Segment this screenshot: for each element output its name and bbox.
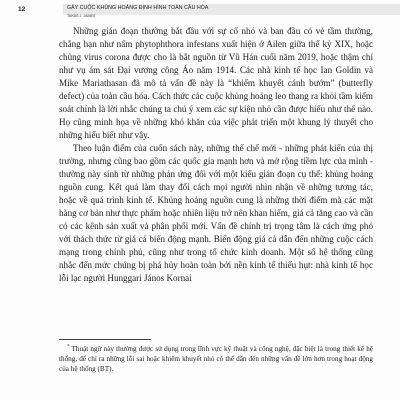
page-number: 12 [18,6,26,13]
footnote-marker: * [67,344,70,350]
paragraph-2: Theo luận điểm của cuốn sách này, những thế chế mới - những phát kiến của thị trường, nhưng cũng bao gồm các quốc gia mạnh hơn và mở rộng tiềm lực của mình - thường này sinh từ những phản ứng đối với một kiểu gián đoạn cụ thể: khủng hoảng nguồn cung. Kết quả làm thay đổi cách mọi người nhìn nhận về những tương tác, hoặc về quá trình kinh tế. Khủng hoảng nguồn cung là những thời điểm mà các mặt hàng cơ bản như thực phẩm hoặc nhiên liệu trở nên khan hiếm, giá cả tăng cao và cần có các kênh sản xuất và phân phối mới. Vấn đề chính trị trọng tâm là cách ứng phó với thách thức từ giá cả biến động mạnh. Biến động giá cả dẫn đến những cuộc cách mạng trong chính phủ, cũng như trong tổ chức kinh doanh. Một số hệ thống cũng nhắc đến mức chúng bị phá hủy hoàn toàn bởi nền kinh tế thiếu hụt: nhà kinh tế học lỗi lạc người Hunggari János Kornai [59,143,373,283]
footnote-divider [59,339,151,340]
page-header [0,0,400,20]
body-text [59,25,373,285]
running-title: GÂY CUỘC KHỦNG HOẢNG ĐỊNH HÌNH TOÀN CẦU HÓA [67,5,209,11]
footnote-text: Thuật ngữ này thường được sử dụng trong lĩnh vực kỹ thuật và công nghệ, đặc biệt là trong thiết kế hệ thống, để chỉ ra những lỗi sai hoặc khiếm khuyết nhỏ có thể dẫn đến những vấn đề lớn hơn trong hoạt động của hệ thống (BT). [59,345,373,373]
running-author: TAKAS J. JAMES [67,14,96,18]
paragraph-1: Những gián đoạn thường bắt đầu với sự cố nhỏ và ban đầu có vẻ tầm thường, chẳng hạn như nấm phytophthora infestans xuất hiện ở Ailen giữa thế kỷ XIX, hoặc chủng virus corona được cho là bắt nguồn từ Vũ Hán cuối năm 2019, hoặc thậm chí như vụ ám sát Đại vương công Áo năm 1914. Các nhà kinh tế học Ian Goldin và Mike Mariathasan đã mô tả vấn đề này là “khiếm khuyết cánh bướm” (butterfly defect) của toàn cầu hóa. Cách thức các cuộc khủng hoảng leo thang ra khỏi tầm kiểm soát chính là lời nhắc chúng ta chú ý xem các sự kiện nhỏ cần được hiểu như thế nào. Họ cũng minh họa về những khó khăn của việc phát triển một khung lý thuyết cho những hiểu biết như vậy. [59,26,373,140]
footnote [59,344,373,374]
